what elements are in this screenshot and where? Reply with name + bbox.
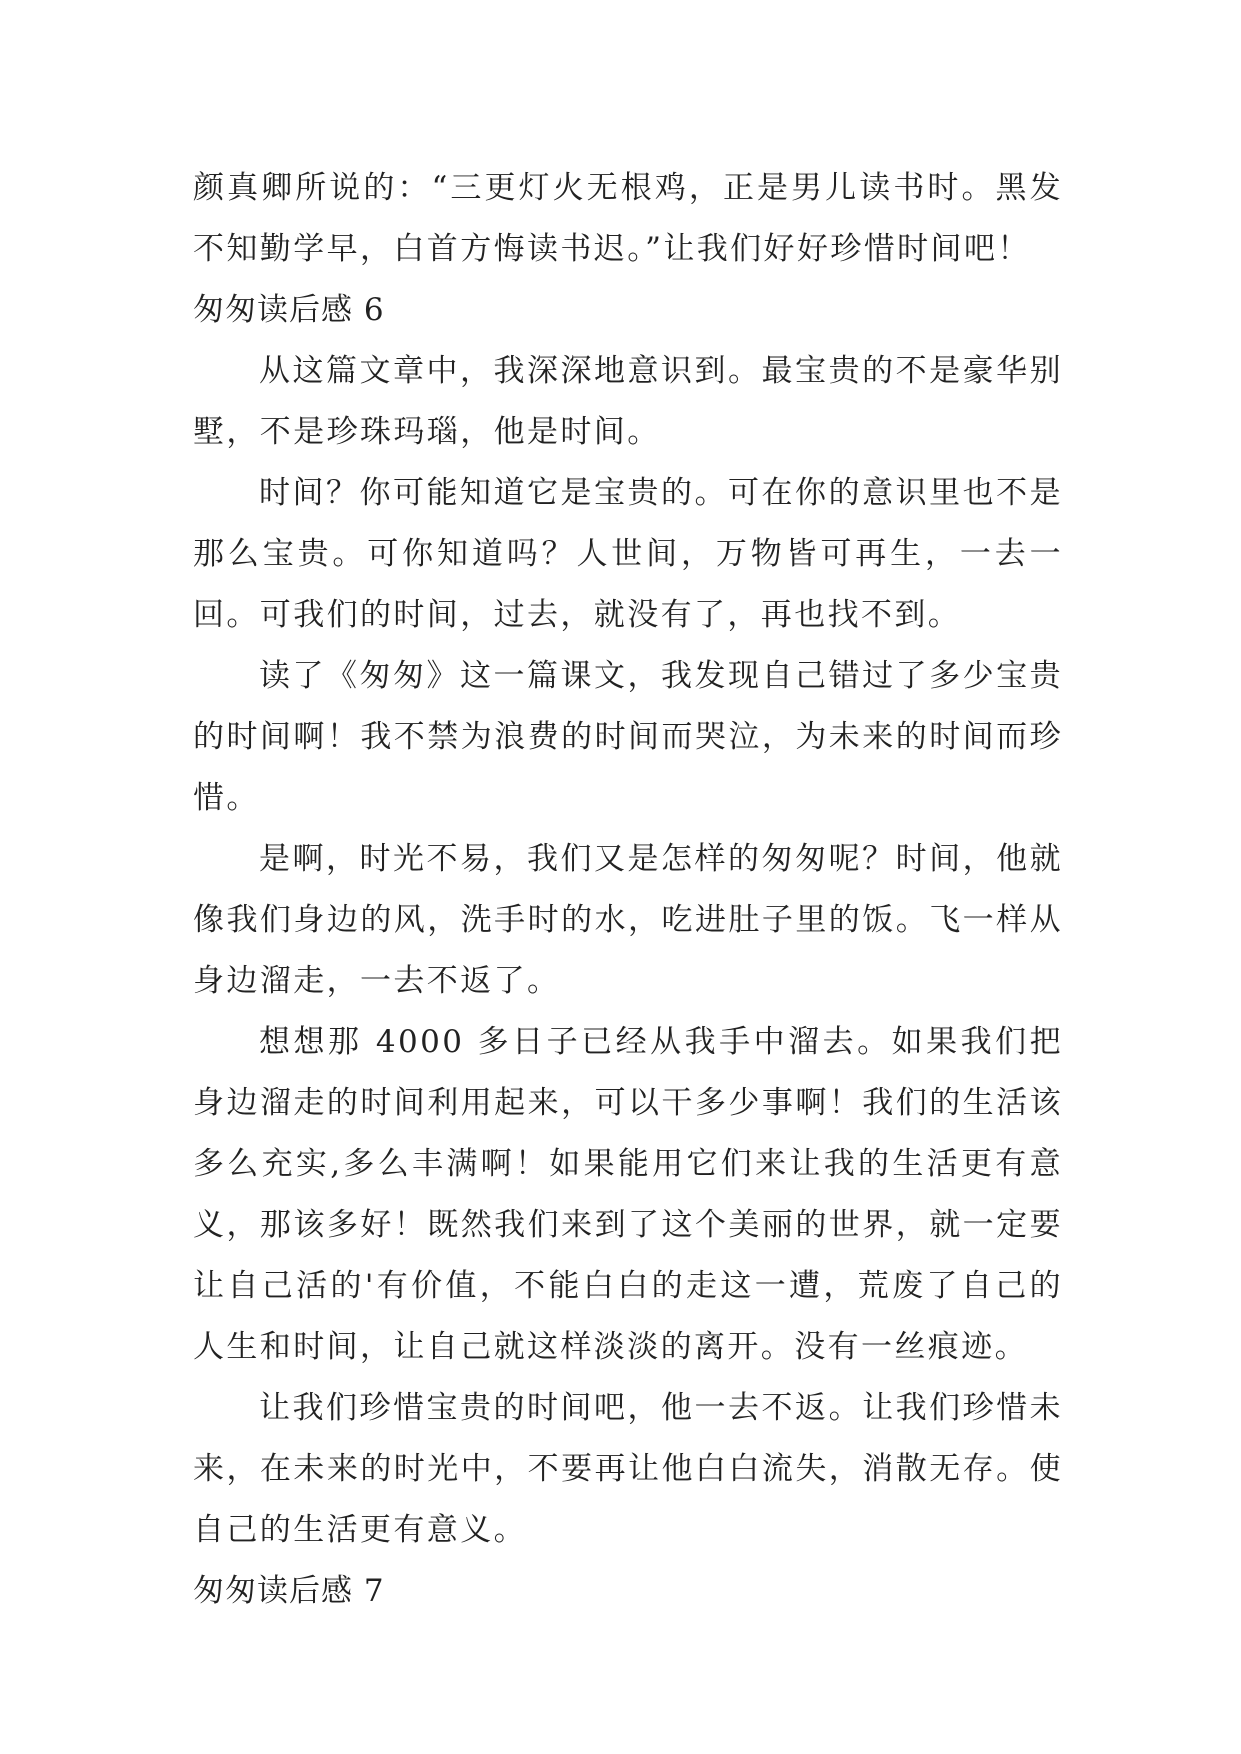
paragraph: 让我们珍惜宝贵的时间吧，他一去不返。让我们珍惜未来，在未来的时光中，不要再让他白白流失，消散无存。使自己的生活更有意义。 [193, 1390, 1063, 1548]
section-heading-7: 匆匆读后感 7 [193, 1573, 385, 1609]
paragraph-continuation: 颜真卿所说的：“三更灯火无根鸡，正是男儿读书时。黑发不知勤学早，白首方悔读书迟。”让我们好好珍惜时间吧！ [193, 170, 1063, 267]
document-body [193, 158, 1063, 1622]
paragraph: 想想那 4000 多日子已经从我手中溜去。如果我们把身边溜走的时间利用起来，可以干多少事啊！我们的生活该多么充实,多么丰满啊！如果能用它们来让我的生活更有意义，那该多好！既然我们来到了这个美丽的世界，就一定要让自己活的'有价值，不能白白的走这一遭，荒废了自己的人生和时间，让自己就这样淡淡的离开。没有一丝痕迹。 [193, 1024, 1063, 1365]
paragraph: 时间？你可能知道它是宝贵的。可在你的意识里也不是那么宝贵。可你知道吗？人世间，万物皆可再生，一去一回。可我们的时间，过去，就没有了，再也找不到。 [193, 475, 1063, 633]
paragraph: 从这篇文章中，我深深地意识到。最宝贵的不是豪华别墅，不是珍珠玛瑙，他是时间。 [193, 353, 1063, 450]
section-heading-6: 匆匆读后感 6 [193, 292, 385, 328]
paragraph: 是啊，时光不易，我们又是怎样的匆匆呢？时间，他就像我们身边的风，洗手时的水，吃进肚子里的饭。飞一样从身边溜走，一去不返了。 [193, 841, 1063, 999]
paragraph: 读了《匆匆》这一篇课文，我发现自己错过了多少宝贵的时间啊！我不禁为浪费的时间而哭泣，为未来的时间而珍惜。 [193, 658, 1063, 816]
